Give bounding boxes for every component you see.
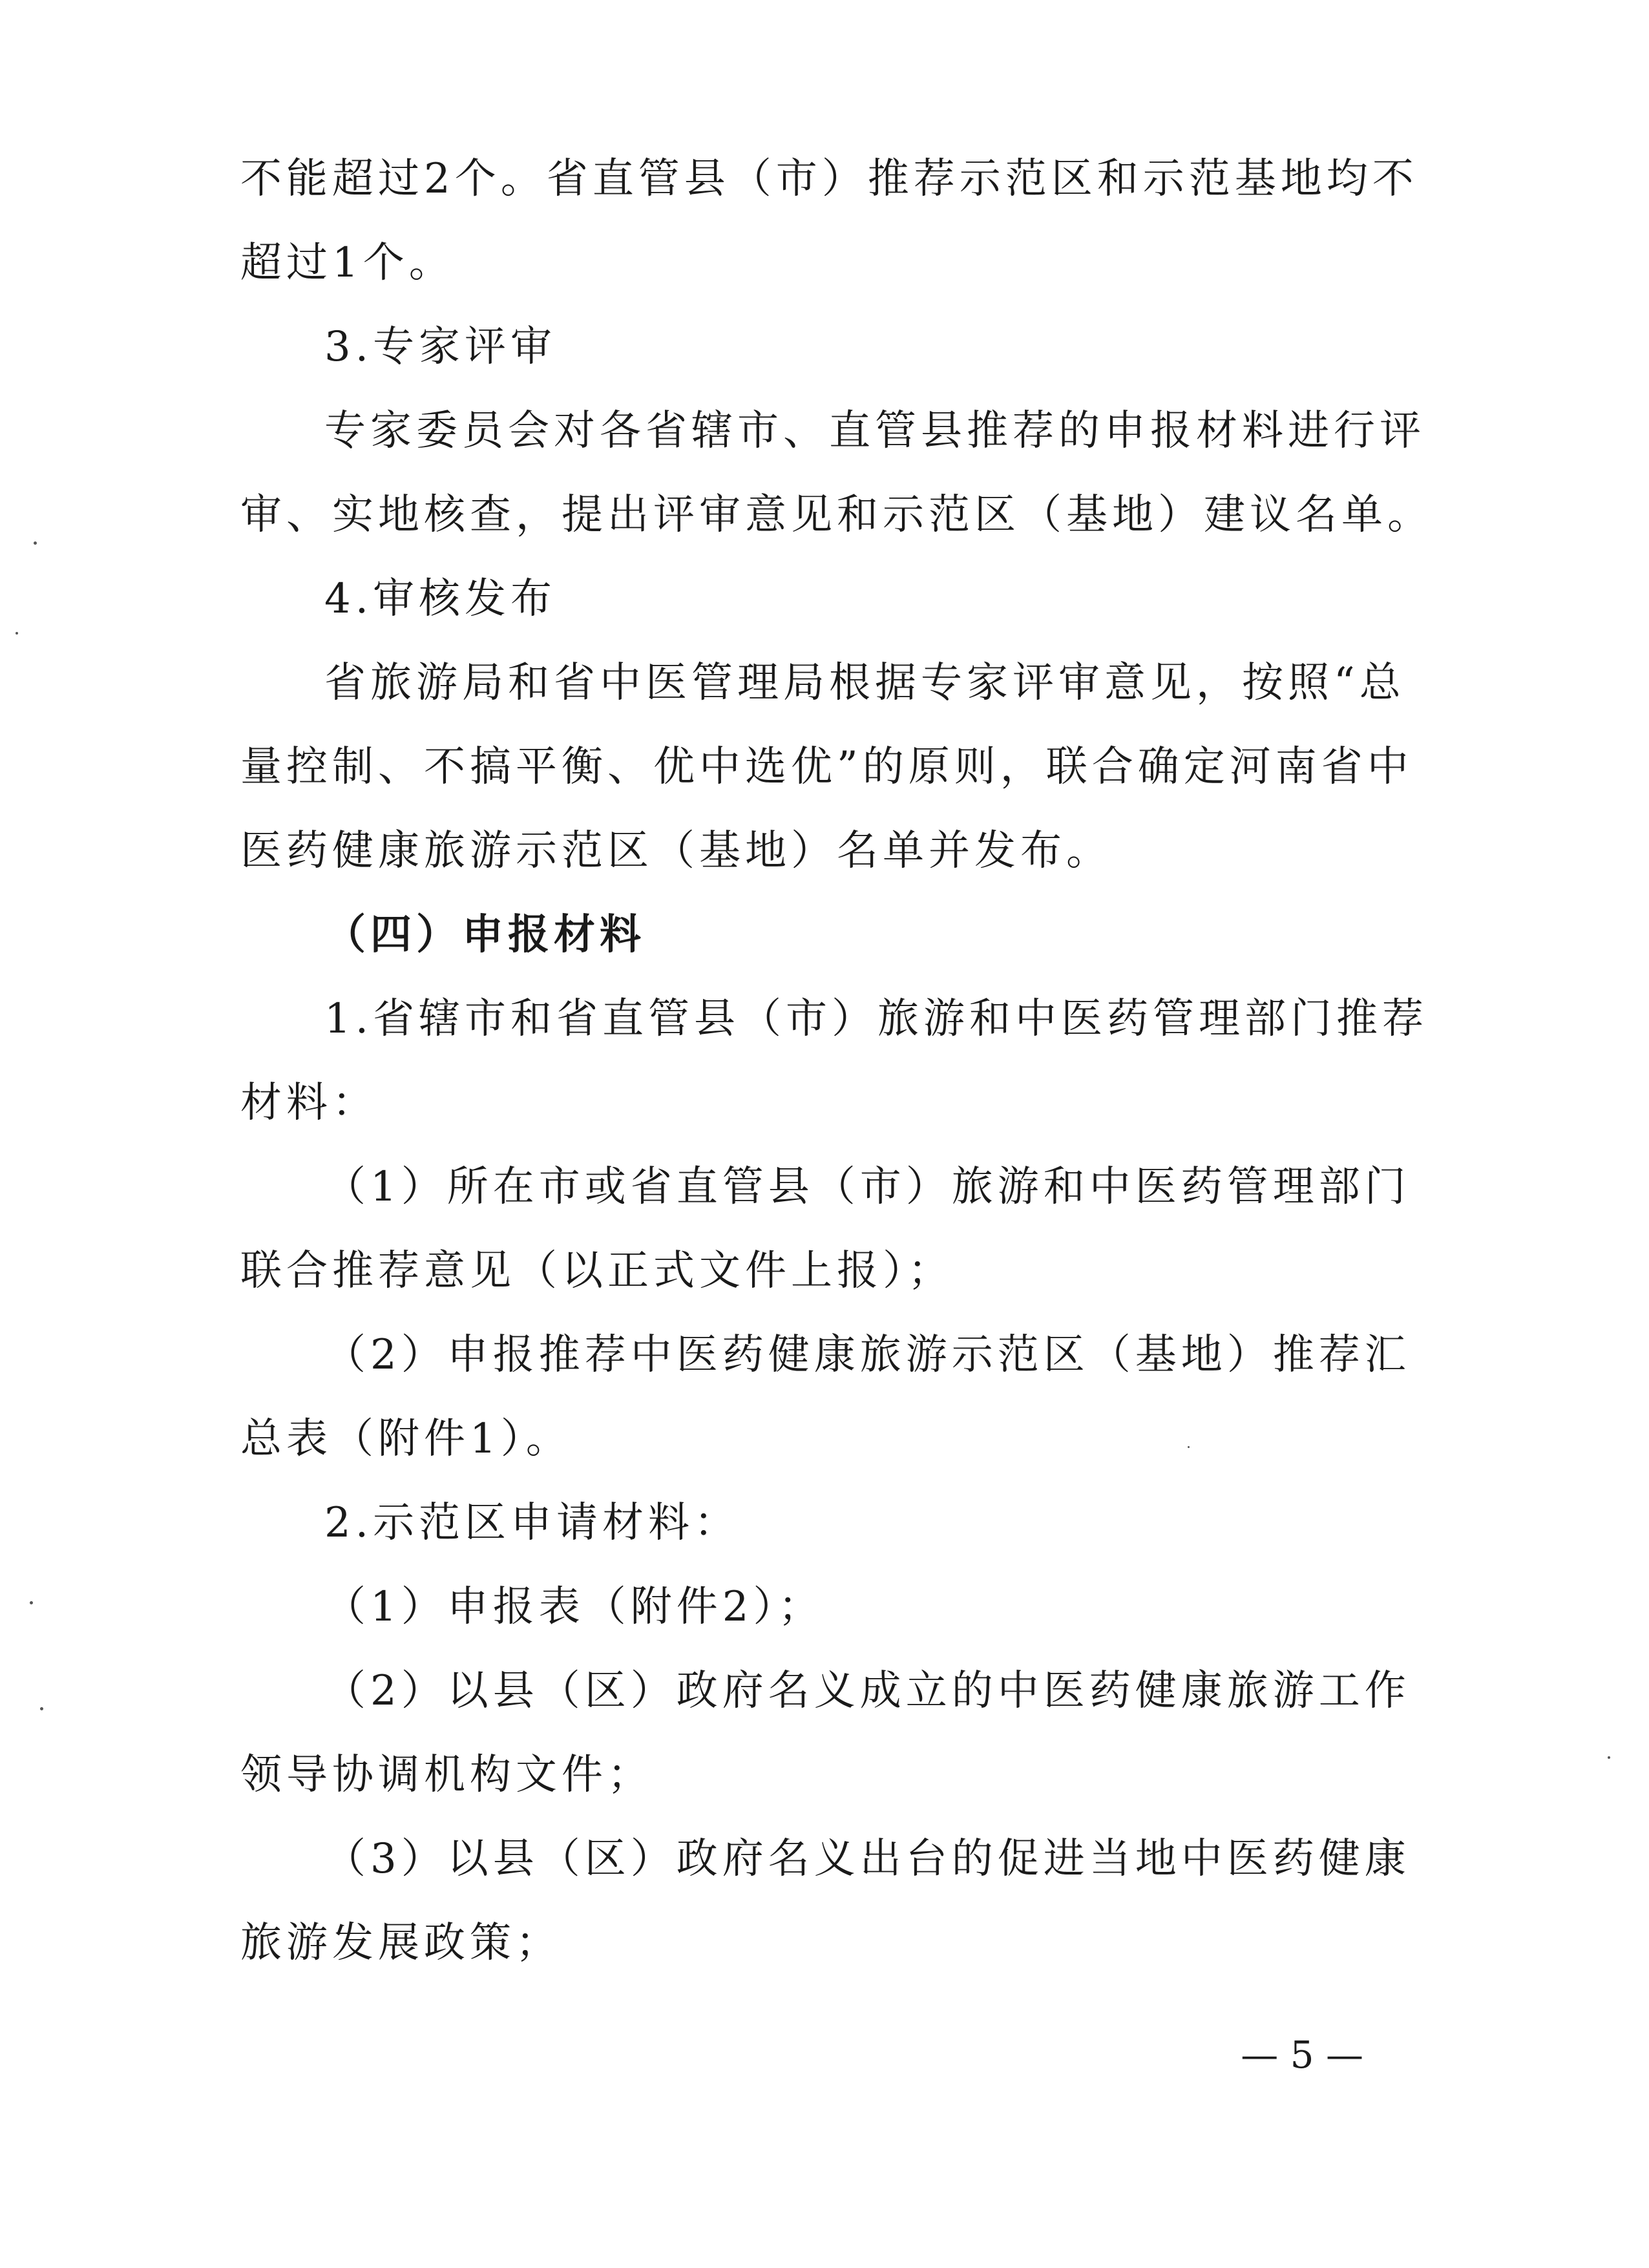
- text-line: 超过1个。: [240, 239, 455, 287]
- scan-speck: [40, 1707, 43, 1710]
- text-line: 4.审核发布: [324, 575, 557, 623]
- text-line: 联合推荐意见（以正式文件上报）；: [240, 1247, 954, 1295]
- text-line: （3）以县（区）政府名义出台的促进当地中医药健康: [324, 1835, 1411, 1883]
- text-line: 审、实地核查，提出评审意见和示范区（基地）建议名单。: [240, 491, 1433, 539]
- scan-speck: [1188, 1446, 1190, 1448]
- text-line: 1.省辖市和省直管县（市）旅游和中医药管理部门推荐: [324, 995, 1429, 1043]
- text-line: （2）以县（区）政府名义成立的中医药健康旅游工作: [324, 1667, 1411, 1715]
- scan-speck: [16, 632, 18, 635]
- text-line: 领导协调机构文件；: [240, 1751, 653, 1799]
- text-line: 3.专家评审: [324, 323, 557, 371]
- scan-speck: [34, 541, 37, 545]
- text-line: 不能超过2个。省直管县（市）推荐示范区和示范基地均不: [240, 155, 1418, 203]
- text-line: 旅游发展政策；: [240, 1919, 562, 1967]
- section-heading: （四）申报材料: [324, 910, 646, 959]
- scan-speck: [1608, 1756, 1610, 1759]
- text-line: 2.示范区申请材料：: [324, 1499, 740, 1547]
- text-line: 量控制、不搞平衡、优中选优”的原则，联合确定河南省中: [240, 743, 1413, 791]
- text-line: （2）申报推荐中医药健康旅游示范区（基地）推荐汇: [324, 1331, 1411, 1379]
- scan-speck: [30, 1601, 33, 1604]
- body-text: [240, 137, 1433, 1985]
- text-line: （1）所在市或省直管县（市）旅游和中医药管理部门: [324, 1163, 1411, 1211]
- text-line: 总表（附件1）。: [240, 1415, 572, 1463]
- text-line: 专家委员会对各省辖市、直管县推荐的申报材料进行评: [324, 407, 1425, 455]
- text-line: 医药健康旅游示范区（基地）名单并发布。: [240, 827, 1112, 875]
- page-number: — 5 —: [1241, 2033, 1363, 2077]
- text-line: 省旅游局和省中医管理局根据专家评审意见，按照“总: [324, 659, 1405, 707]
- text-line: （1）申报表（附件2）；: [324, 1583, 824, 1631]
- text-line: 材料：: [240, 1079, 378, 1127]
